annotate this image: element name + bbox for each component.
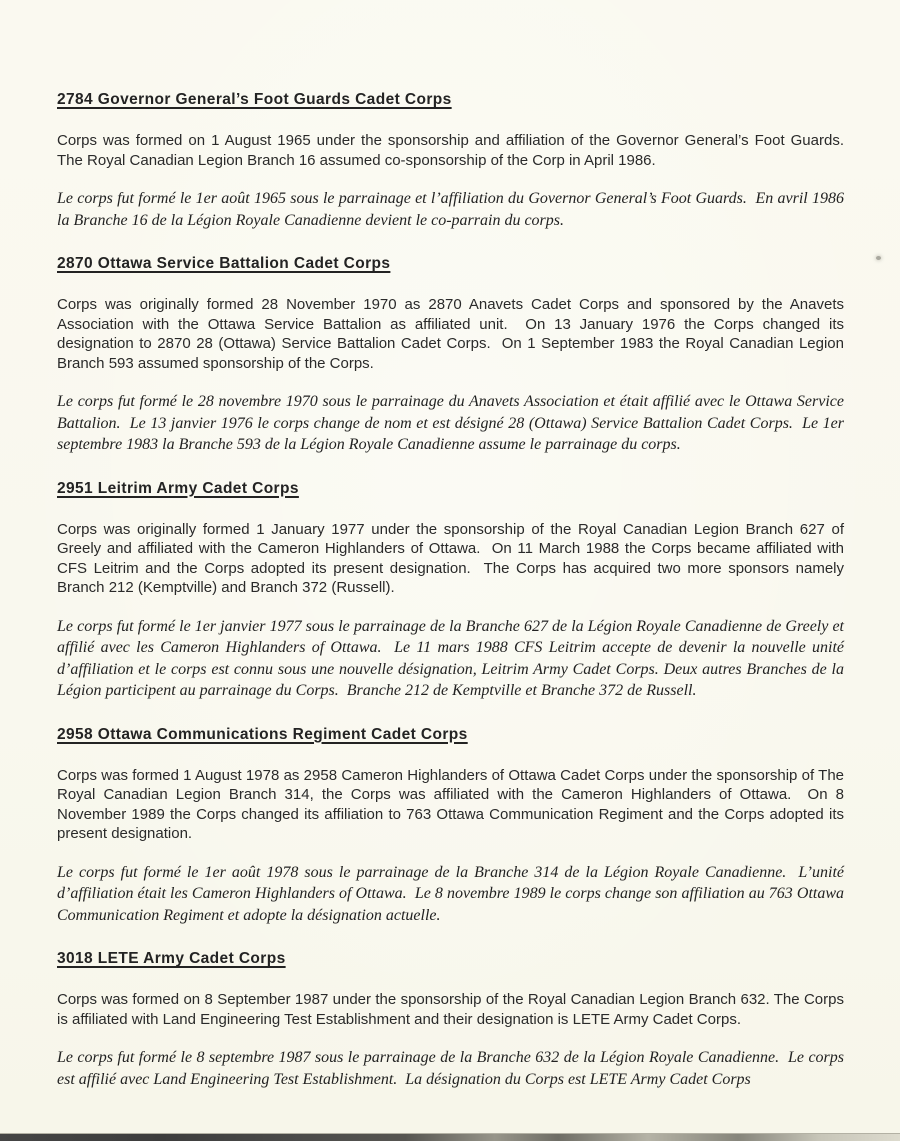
english-paragraph: Corps was formed 1 August 1978 as 2958 Cameron Highlanders of Ottawa Cadet Corps under the sponsorship of The Royal Canadian Legion Branch 314, the Corps was affiliated with the Cameron Highlanders of Ottawa. On 8 November 1989 the Corps changed its affiliation to 763 Ottawa Communication Regiment and the Corps adopted its present designation. — [57, 766, 849, 842]
french-paragraph: Le corps fut formé le 1er août 1965 sous le parrainage et l’affiliation du Governor General’s Foot Guards. En avril 1986 la Branche 16 de la Légion Royale Canadienne devient le co-parrain du corps. — [57, 190, 848, 229]
scan-edge-bar — [0, 1133, 900, 1141]
section-heading: 2870 Ottawa Service Battalion Cadet Corps — [57, 255, 391, 272]
section-heading: 2784 Governor General’s Foot Guards Cadet Corps — [57, 91, 452, 108]
scan-artifact-speck — [876, 256, 881, 260]
english-paragraph: Corps was originally formed 1 January 1977 under the sponsorship of the Royal Canadian Legion Branch 627 of Greely and affiliated with the Cameron Highlanders of Ottawa. On 11 March 1988 the Corps became affiliated with CFS Leitrim and the Corps adopted its present designation. The Corps has acquired two more sponsors namely Branch 212 (Kemptville) and Branch 372 (Russell). — [57, 520, 849, 596]
french-paragraph: Le corps fut formé le 1er janvier 1977 sous le parrainage de la Branche 627 de la Légion Royale Canadienne de Greely et affilié avec les Cameron Highlanders of Ottawa. Le 11 mars 1988 CFS Leitrim accepte de devenir la nouvelle unité d’affiliation et le corps est connu sous une nouvelle désignation, Leitrim Army Cadet Corps. Deux autres Branches de la Légion participent au parrainage du Corps. Branche 212 de Kemptville et Branche 372 de Russell. — [57, 617, 848, 699]
french-paragraph: Le corps fut formé le 8 septembre 1987 sous le parrainage de la Branche 632 de la Légion Royale Canadienne. Le corps est affilié avec Land Engineering Test Establishment. La désignation du Corps est LETE Army Cadet Corps — [57, 1049, 848, 1088]
french-paragraph: Le corps fut formé le 28 novembre 1970 sous le parrainage du Anavets Association et était affilié avec le Ottawa Service Battalion. Le 13 janvier 1976 le corps change de nom et est désigné 28 (Ottawa) Service Battalion Cadet Corps. Le 1er septembre 1983 la Branche 593 de la Légion Royale Canadienne assume le parrainage du corps. — [57, 393, 848, 453]
section-2958-ottawa-communications-regiment — [57, 725, 849, 927]
section-heading: 3018 LETE Army Cadet Corps — [57, 950, 286, 967]
section-2951-leitrim-army — [57, 479, 849, 702]
english-paragraph: Corps was originally formed 28 November 1970 as 2870 Anavets Cadet Corps and sponsored by the Anavets Association with the Ottawa Service Battalion as affiliated unit. On 13 January 1976 the Corps changed its designation to 2870 28 (Ottawa) Service Battalion Cadet Corps. On 1 September 1983 the Royal Canadian Legion Branch 593 assumed sponsorship of the Corps. — [57, 296, 849, 372]
section-2870-ottawa-service-battalion — [57, 255, 849, 456]
english-paragraph: Corps was formed on 1 August 1965 under the sponsorship and affiliation of the Governor General’s Foot Guards. The Royal Canadian Legion Branch 16 assumed co-sponsorship of the Corp in April 1986. — [57, 132, 853, 169]
section-heading: 2958 Ottawa Communications Regiment Cadet Corps — [57, 725, 468, 743]
english-paragraph: Corps was formed on 8 September 1987 under the sponsorship of the Royal Canadian Legion Branch 632. The Corps is affiliated with Land Engineering Test Establishment and their designation is LETE Army Cadet Corps. — [57, 991, 849, 1028]
section-3018-lete-army — [57, 950, 849, 1090]
section-heading: 2951 Leitrim Army Cadet Corps — [57, 479, 299, 497]
section-2784-governor-generals-foot-guards — [57, 91, 853, 231]
french-paragraph: Le corps fut formé le 1er août 1978 sous le parrainage de la Branche 314 de la Légion Royale Canadienne. L’unité d’affiliation était les Cameron Highlanders of Ottawa. Le 8 novembre 1989 le corps change son affiliation au 763 Ottawa Communication Regiment et adopte la désignation actuelle. — [57, 863, 848, 924]
